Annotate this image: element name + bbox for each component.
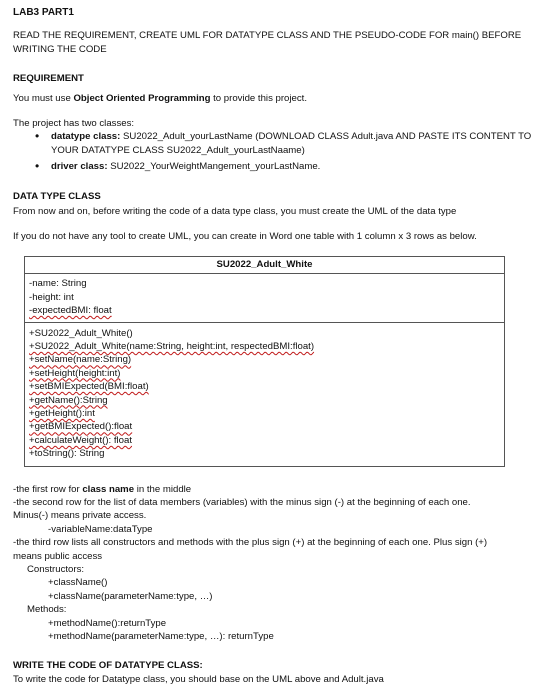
uml-method: +setBMIExpected(BMI:float) [29, 381, 149, 393]
uml-method: +toString(): String [29, 448, 105, 460]
explain-row1-prefix: -the first row for [13, 483, 83, 495]
uml-method: +SU2022_Adult_White(name:String, height:int, respectedBMI:float) [29, 340, 315, 352]
constructor-item: +className() [48, 577, 108, 589]
uml-tool-note: If you do not have any tool to create UML, you can create in Word one table with 1 column x 3 rows as below. [13, 231, 477, 243]
requirement-text-bold: Object Oriented Programming [73, 92, 211, 104]
requirement-text-prefix: You must use [13, 92, 74, 104]
uml-class-name: SU2022_Adult_White [25, 257, 504, 274]
list-item-driver-class [35, 160, 541, 173]
uml-method: +getHeight():int [29, 407, 95, 419]
methods-label: Methods: [27, 604, 67, 616]
method-item: +methodName(parameterName:type, …): returnType [48, 631, 274, 643]
uml-table [24, 256, 505, 467]
explain-row1-bold: class name [82, 483, 135, 495]
explain-row2-line1: -the second row for the list of data members (variables) with the minus sign (-) at the beginning of each one. [13, 496, 471, 508]
two-classes-text: The project has two classes: [13, 118, 135, 130]
datatype-class-desc-2: YOUR DATATYPE CLASS SU2022_Adult_yourLastNaame) [51, 144, 305, 156]
uml-methods-row [25, 323, 504, 466]
datatype-class-desc-1: SU2022_Adult_yourLastName (DOWNLOAD CLASS Adult.java AND PASTE ITS CONTENT TO [123, 131, 532, 143]
explain-row3-line2: means public access [13, 550, 103, 562]
uml-attribute: -expectedBMI: float [29, 305, 112, 317]
explain-row3-line1: -the third row lists all constructors and methods with the plus sign (+) at the beginning of each one. Plus sign (+) [13, 537, 488, 549]
class-list [13, 130, 541, 173]
driver-class-desc: SU2022_YourWeightMangement_yourLastName. [110, 161, 321, 173]
explain-row1-suffix: in the middle [134, 483, 192, 495]
datatype-class-text: From now and on, before writing the code of a data type class, you must create the UML of the data type [13, 206, 457, 218]
write-code-heading: WRITE THE CODE OF DATATYPE CLASS: [13, 660, 203, 672]
requirement-text-suffix: to provide this project. [210, 92, 307, 104]
uml-method: +setName(name:String) [29, 354, 132, 366]
uml-method: +getName():String [29, 394, 108, 406]
uml-attributes-row [25, 274, 504, 322]
uml-attribute: -height: int [29, 291, 74, 303]
intro-line-1: READ THE REQUIREMENT, CREATE UML FOR DATATYPE CLASS AND THE PSEUDO-CODE FOR main() BEFORE [13, 30, 522, 42]
datatype-class-label: datatype class: [51, 131, 123, 143]
lab-title: LAB3 PART1 [13, 7, 74, 18]
variable-format: -variableName:dataType [48, 523, 153, 535]
requirement-heading: REQUIREMENT [13, 73, 84, 85]
requirement-text [13, 92, 541, 105]
uml-attribute: -name: String [29, 278, 87, 290]
method-item: +methodName():returnType [48, 617, 167, 629]
document-body [13, 6, 541, 686]
uml-method: +getBMIExpected():float [29, 421, 133, 433]
intro-line-2: WRITING THE CODE [13, 43, 107, 55]
uml-method: +calculateWeight(): float [29, 434, 133, 446]
list-item-datatype-class [35, 130, 541, 157]
constructors-label: Constructors: [27, 564, 85, 575]
explain-row2-line2: Minus(-) means private access. [13, 510, 147, 522]
write-code-text: To write the code for Datatype class, you should base on the UML above and Adult.java [13, 673, 384, 685]
uml-method: +setHeight(height:int) [29, 367, 121, 379]
uml-method: +SU2022_Adult_White() [29, 327, 133, 339]
driver-class-label: driver class: [51, 161, 111, 173]
explain-row1 [13, 483, 541, 496]
constructor-item: +className(parameterName:type, …) [48, 590, 213, 602]
datatype-class-heading: DATA TYPE CLASS [13, 190, 101, 202]
